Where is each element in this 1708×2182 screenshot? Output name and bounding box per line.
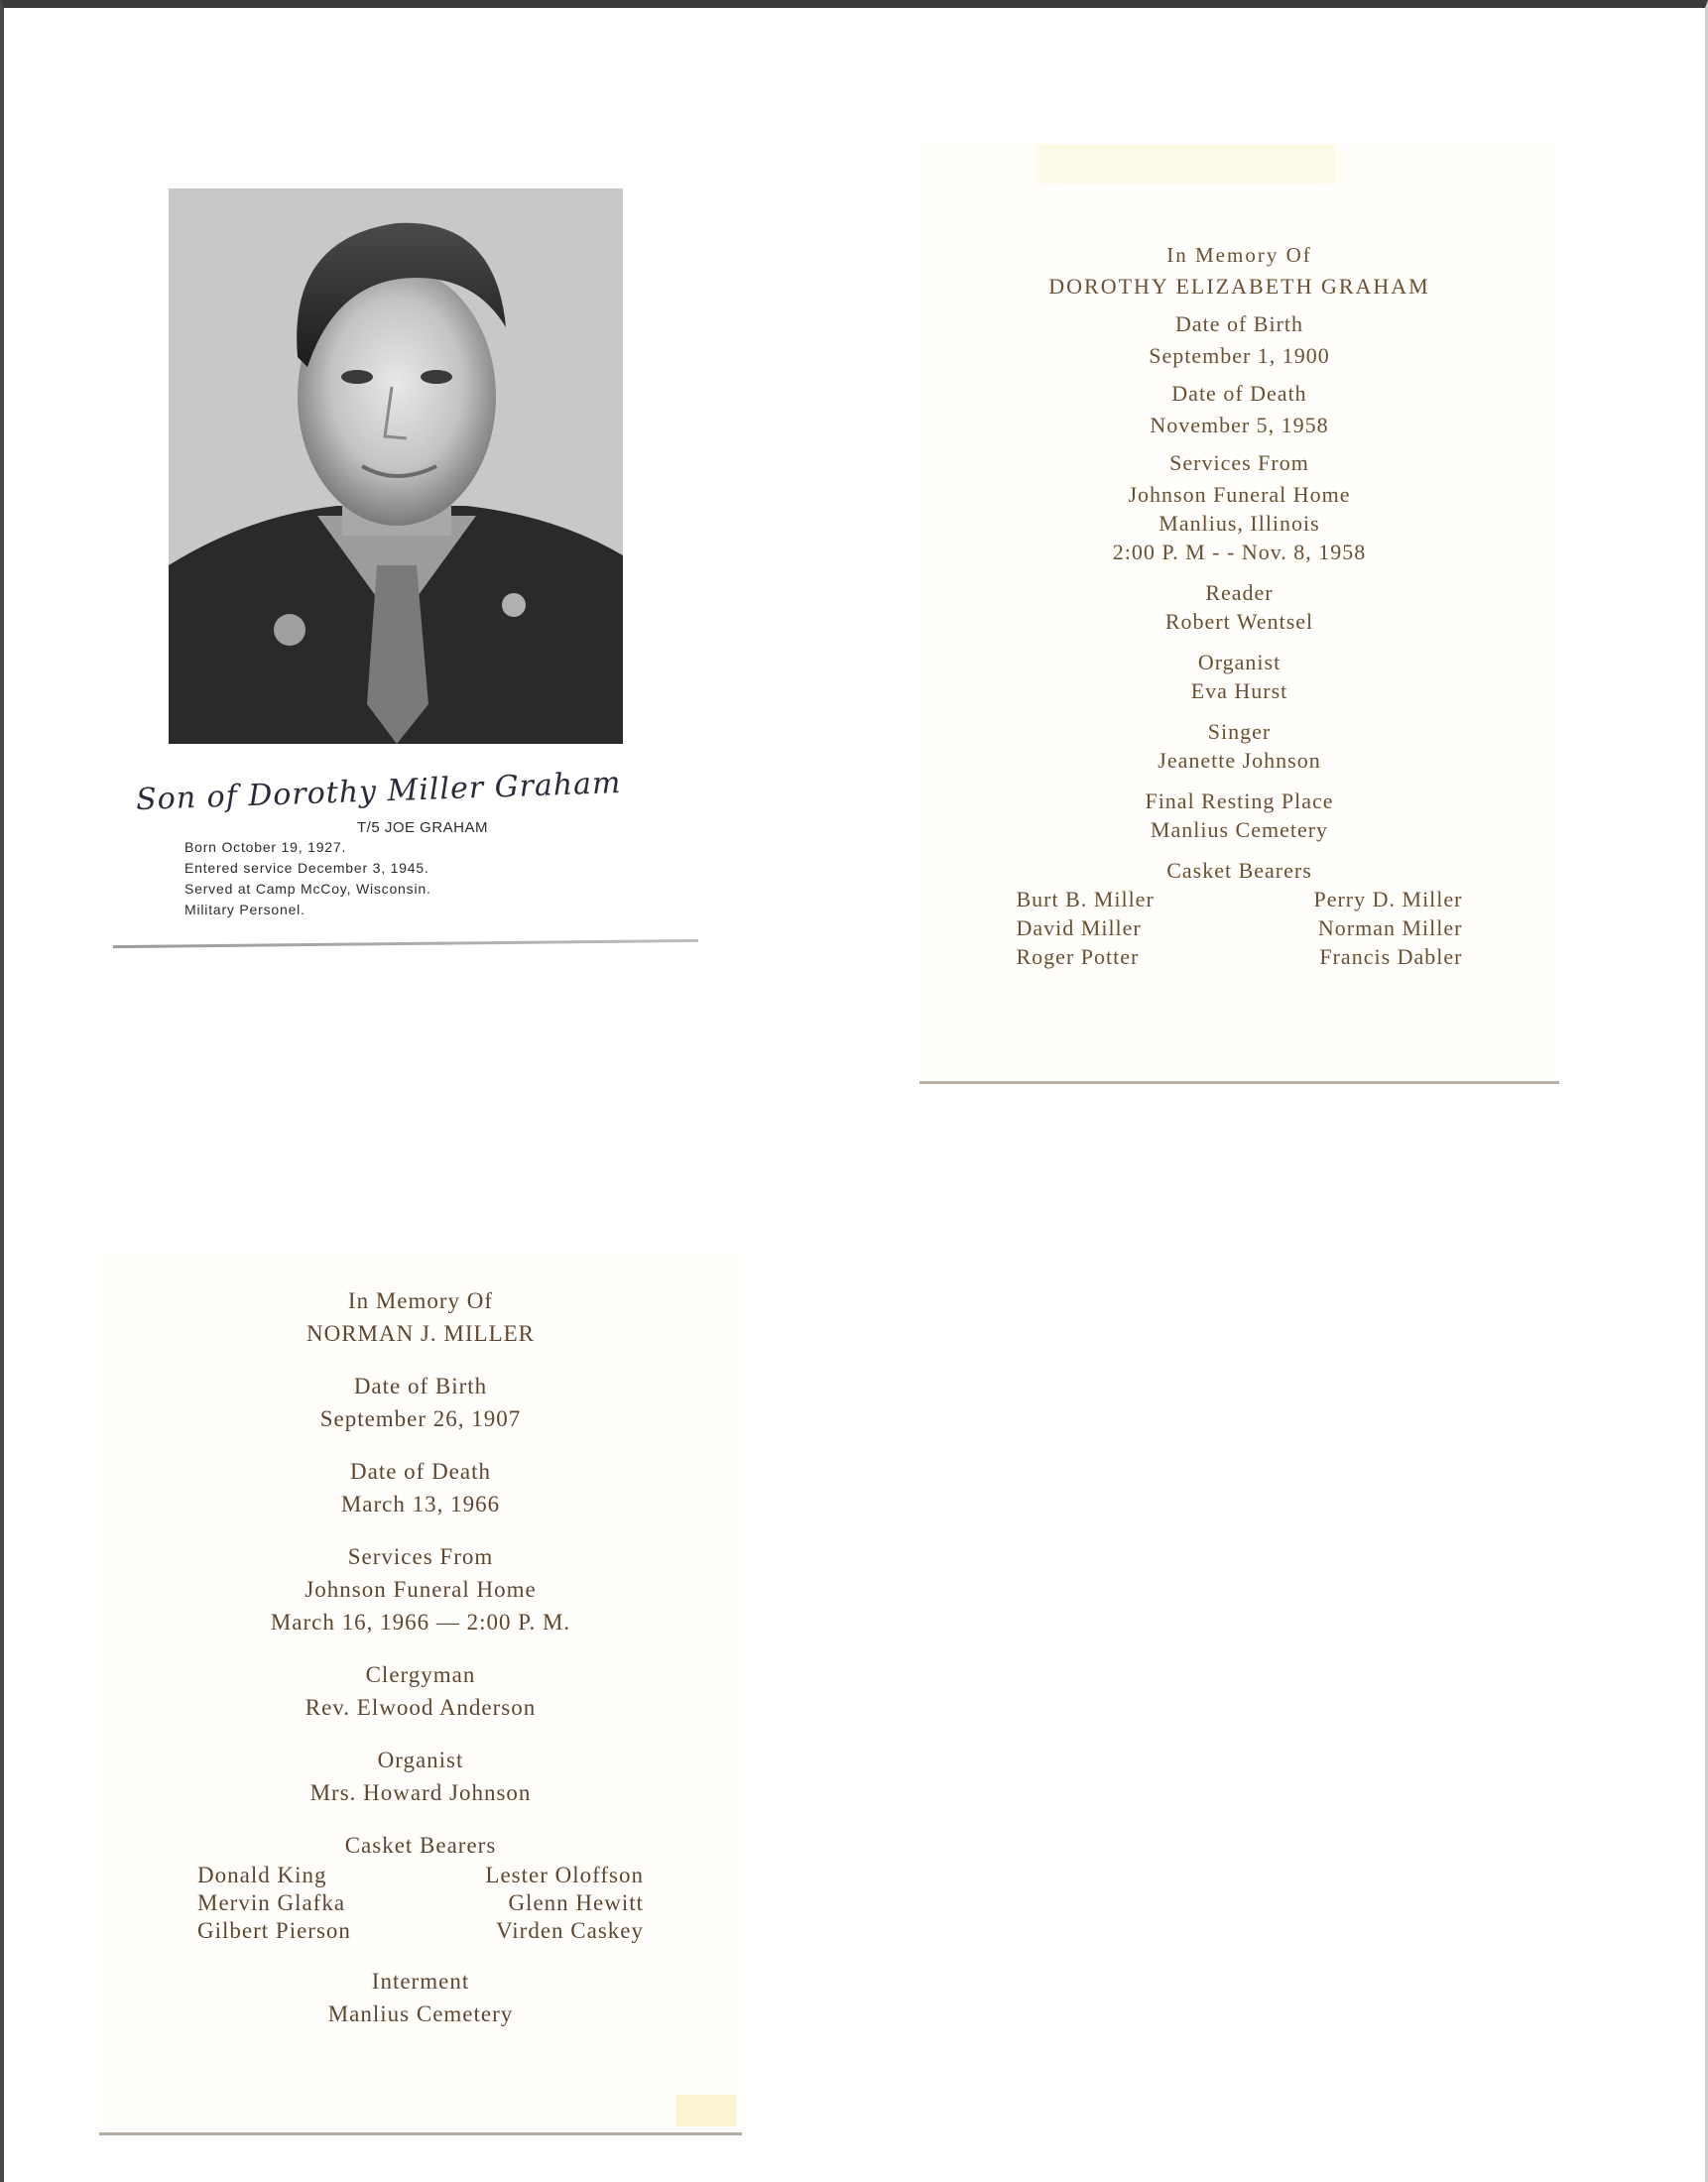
bearer-name: Lester Oloffson bbox=[485, 1863, 644, 1887]
services-time: 2:00 P. M - - Nov. 8, 1958 bbox=[1112, 540, 1367, 564]
bearer-name: Gilbert Pierson bbox=[197, 1918, 351, 1943]
bearer-name: Burt B. Miller bbox=[1016, 887, 1155, 911]
bearer-name: Norman Miller bbox=[1317, 915, 1463, 940]
bearer-name: Donald King bbox=[197, 1863, 327, 1887]
bearer-name: Mervin Glafka bbox=[197, 1890, 346, 1915]
detail-line: Military Personel. bbox=[184, 902, 305, 917]
resting-place-label: Final Resting Place bbox=[1145, 788, 1334, 813]
birth-label: Date of Birth bbox=[1174, 311, 1304, 336]
services-time: March 16, 1966 — 2:00 P. M. bbox=[270, 1610, 571, 1635]
organist-name: Mrs. Howard Johnson bbox=[309, 1780, 532, 1805]
clergyman-name: Rev. Elwood Anderson bbox=[305, 1695, 537, 1720]
detail-line: Entered service December 3, 1945. bbox=[184, 860, 429, 876]
services-place: Johnson Funeral Home bbox=[1128, 482, 1351, 507]
death-date: November 5, 1958 bbox=[1150, 413, 1329, 437]
bearer-name: David Miller bbox=[1016, 915, 1142, 940]
reader-label: Reader bbox=[1205, 580, 1274, 605]
handwritten-signature: Son of Dorothy Miller Graham bbox=[135, 766, 623, 818]
tape-strip bbox=[676, 2095, 736, 2126]
interment-place: Manlius Cemetery bbox=[327, 2001, 514, 2026]
casket-bearers-list bbox=[197, 1862, 644, 1945]
card-heading: In Memory Of bbox=[1166, 243, 1312, 267]
tape-strip bbox=[1038, 144, 1336, 183]
soldier-details bbox=[184, 837, 431, 920]
bearer-name: Roger Potter bbox=[1016, 944, 1140, 969]
soldier-portrait bbox=[169, 188, 623, 744]
bearer-name: Virden Caskey bbox=[496, 1918, 644, 1943]
death-label: Date of Death bbox=[1171, 381, 1307, 406]
organist-label: Organist bbox=[1197, 650, 1281, 674]
death-date: March 13, 1966 bbox=[340, 1492, 501, 1516]
birth-date: September 1, 1900 bbox=[1149, 343, 1330, 368]
bearers-label: Casket Bearers bbox=[1166, 858, 1312, 883]
bearers-label: Casket Bearers bbox=[344, 1833, 497, 1858]
services-town: Manlius, Illinois bbox=[1159, 511, 1320, 536]
card-heading: In Memory Of bbox=[347, 1288, 494, 1313]
soldier-name: T/5 JOE GRAHAM bbox=[357, 819, 489, 836]
bearer-name: Perry D. Miller bbox=[1313, 887, 1463, 911]
singer-name: Jeanette Johnson bbox=[1158, 748, 1321, 773]
photo-card bbox=[111, 149, 706, 962]
resting-place: Manlius Cemetery bbox=[1150, 817, 1329, 842]
death-label: Date of Death bbox=[350, 1459, 491, 1484]
services-label: Services From bbox=[1169, 450, 1309, 475]
detail-line: Born October 19, 1927. bbox=[184, 839, 347, 855]
birth-label: Date of Birth bbox=[353, 1374, 488, 1398]
organist-name: Eva Hurst bbox=[1190, 678, 1288, 703]
casket-bearers-list bbox=[1017, 885, 1463, 971]
card-edge bbox=[113, 939, 698, 948]
clergyman-label: Clergyman bbox=[365, 1662, 476, 1687]
interment-label: Interment bbox=[371, 1969, 470, 1994]
reader-name: Robert Wentsel bbox=[1164, 609, 1314, 634]
detail-line: Served at Camp McCoy, Wisconsin. bbox=[184, 881, 431, 897]
bearer-name: Francis Dabler bbox=[1319, 944, 1463, 969]
services-label: Services From bbox=[347, 1544, 494, 1569]
deceased-name: NORMAN J. MILLER bbox=[305, 1321, 536, 1346]
bearer-name: Glenn Hewitt bbox=[508, 1890, 644, 1915]
singer-label: Singer bbox=[1207, 719, 1272, 744]
birth-date: September 26, 1907 bbox=[319, 1406, 522, 1431]
memorial-card-graham bbox=[919, 144, 1559, 1084]
organist-label: Organist bbox=[377, 1748, 464, 1772]
memorial-card-miller bbox=[99, 1250, 742, 2135]
deceased-name: DOROTHY ELIZABETH GRAHAM bbox=[1048, 274, 1430, 299]
services-place: Johnson Funeral Home bbox=[305, 1577, 537, 1602]
